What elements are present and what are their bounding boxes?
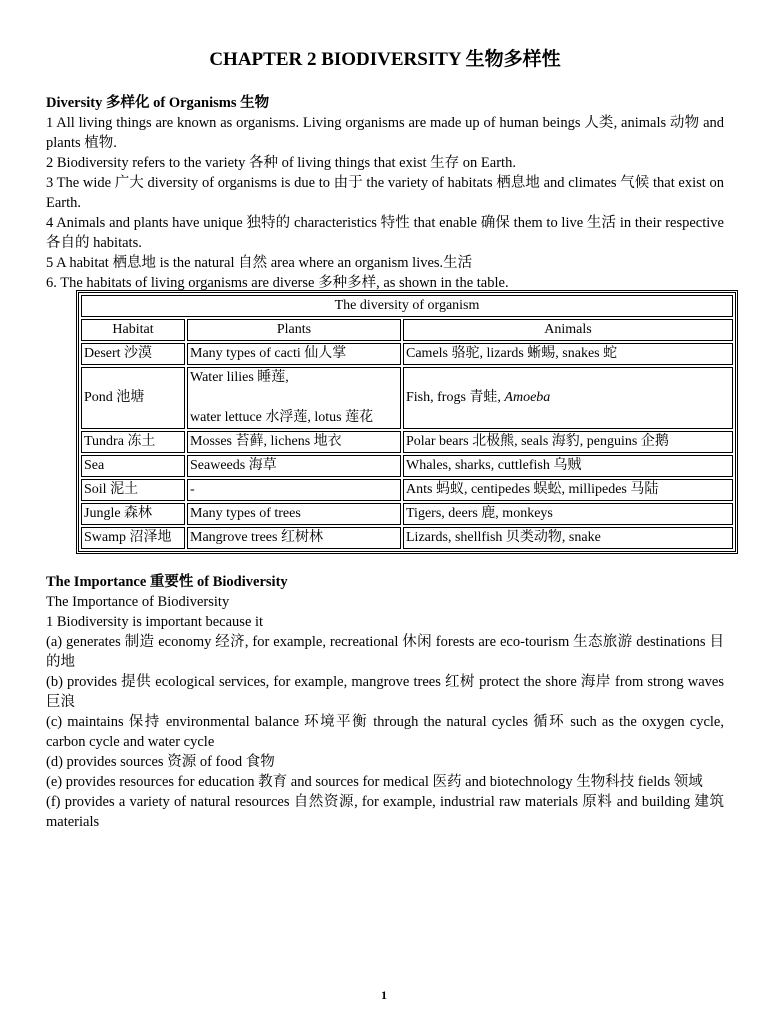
cell-habitat: Swamp 沼泽地 xyxy=(81,527,185,549)
cell-plants: Many types of trees xyxy=(187,503,401,525)
list-item: (d) provides sources 资源 of food 食物 xyxy=(46,754,275,770)
subheading: The Importance of Biodiversity xyxy=(46,594,230,610)
cell-plants-line2: water lettuce 水浮莲, lotus 莲花 xyxy=(190,410,374,425)
table-caption: The diversity of organism xyxy=(81,295,733,317)
list-item: (b) provides 提供 ecological services, for example, mangrove trees 红树 protect the shore 海岸 from strong waves 巨浪 xyxy=(46,674,724,710)
cell-plants: Mangrove trees 红树林 xyxy=(187,527,401,549)
list-item: (e) provides resources for education 教育 and sources for medical 医药 and biotechnology 生物科技 fields 领域 xyxy=(46,774,703,790)
cell-plants: Mosses 苔藓, lichens 地衣 xyxy=(187,431,401,453)
table-caption-row xyxy=(81,295,733,317)
table-row xyxy=(81,527,733,549)
section-importance xyxy=(46,572,724,832)
cell-animals: Ants 蚂蚁, centipedes 蜈蚣, millipedes 马陆 xyxy=(403,479,733,501)
paragraph: 1 Biodiversity is important because it xyxy=(46,614,264,630)
paragraph: 2 Biodiversity refers to the variety 各种 of living things that exist 生存 on Earth. xyxy=(46,155,516,171)
table-row xyxy=(81,367,733,429)
cell-habitat: Jungle 森林 xyxy=(81,503,185,525)
cell-plants xyxy=(187,367,401,429)
cell-habitat: Pond 池塘 xyxy=(81,367,185,429)
page-number: 1 xyxy=(381,988,387,1002)
section-diversity xyxy=(46,93,724,293)
cell-animals: Lizards, shellfish 贝类动物, snake xyxy=(403,527,733,549)
paragraph: 6. The habitats of living organisms are diverse 多种多样, as shown in the table. xyxy=(46,275,509,291)
cell-animals: Tigers, deers 鹿, monkeys xyxy=(403,503,733,525)
cell-plants: Seaweeds 海草 xyxy=(187,455,401,477)
list-item: (f) provides a variety of natural resources 自然资源, for example, industrial raw materials 原料 and building 建筑 materials xyxy=(46,794,724,830)
cell-animals: Polar bears 北极熊, seals 海豹, penguins 企鹅 xyxy=(403,431,733,453)
table-row xyxy=(81,431,733,453)
list-item: (c) maintains 保持 environmental balance 环境平衡 through the natural cycles 循环 such as the oxygen cycle, carbon cycle and water cycle xyxy=(46,714,724,750)
paragraph: 3 The wide 广大 diversity of organisms is due to 由于 the variety of habitats 栖息地 and climates 气候 that exist on Earth. xyxy=(46,175,724,211)
list-item: (a) generates 制造 economy 经济, for example, recreational 休闲 forests are eco-tourism 生态旅游 destinations 目的地 xyxy=(46,634,724,670)
table-row xyxy=(81,455,733,477)
cell-plants: - xyxy=(187,479,401,501)
animals-italic: Amoeba xyxy=(504,390,551,405)
header-plants: Plants xyxy=(187,319,401,341)
section-heading: The Importance 重要性 of Biodiversity xyxy=(46,574,288,590)
header-habitat: Habitat xyxy=(81,319,185,341)
header-animals: Animals xyxy=(403,319,733,341)
table-row xyxy=(81,503,733,525)
cell-spacer xyxy=(190,388,398,408)
animals-text: Fish, frogs 青蛙, xyxy=(406,390,505,405)
cell-habitat: Desert 沙漠 xyxy=(81,343,185,365)
cell-habitat: Sea xyxy=(81,455,185,477)
section-heading: Diversity 多样化 of Organisms 生物 xyxy=(46,95,270,111)
cell-animals xyxy=(403,367,733,429)
paragraph: 4 Animals and plants have unique 独特的 characteristics 特性 that enable 确保 them to live 生活 in their respective 各自的 habitats. xyxy=(46,215,724,251)
table-row xyxy=(81,479,733,501)
paragraph: 5 A habitat 栖息地 is the natural 自然 area where an organism lives.生活 xyxy=(46,255,473,271)
cell-plants: Many types of cacti 仙人掌 xyxy=(187,343,401,365)
cell-habitat: Soil 泥土 xyxy=(81,479,185,501)
page-title: CHAPTER 2 BIODIVERSITY 生物多样性 xyxy=(209,49,561,70)
cell-animals: Camels 骆驼, lizards 蜥蜴, snakes 蛇 xyxy=(403,343,733,365)
cell-habitat: Tundra 冻土 xyxy=(81,431,185,453)
cell-animals: Whales, sharks, cuttlefish 乌贼 xyxy=(403,455,733,477)
table-row xyxy=(81,343,733,365)
cell-plants-line1: Water lilies 睡莲, xyxy=(190,370,289,385)
table-header-row xyxy=(81,319,733,341)
diversity-table xyxy=(76,290,738,554)
paragraph: 1 All living things are known as organisms. Living organisms are made up of human beings 人类, animals 动物 and plants 植物. xyxy=(46,115,724,151)
